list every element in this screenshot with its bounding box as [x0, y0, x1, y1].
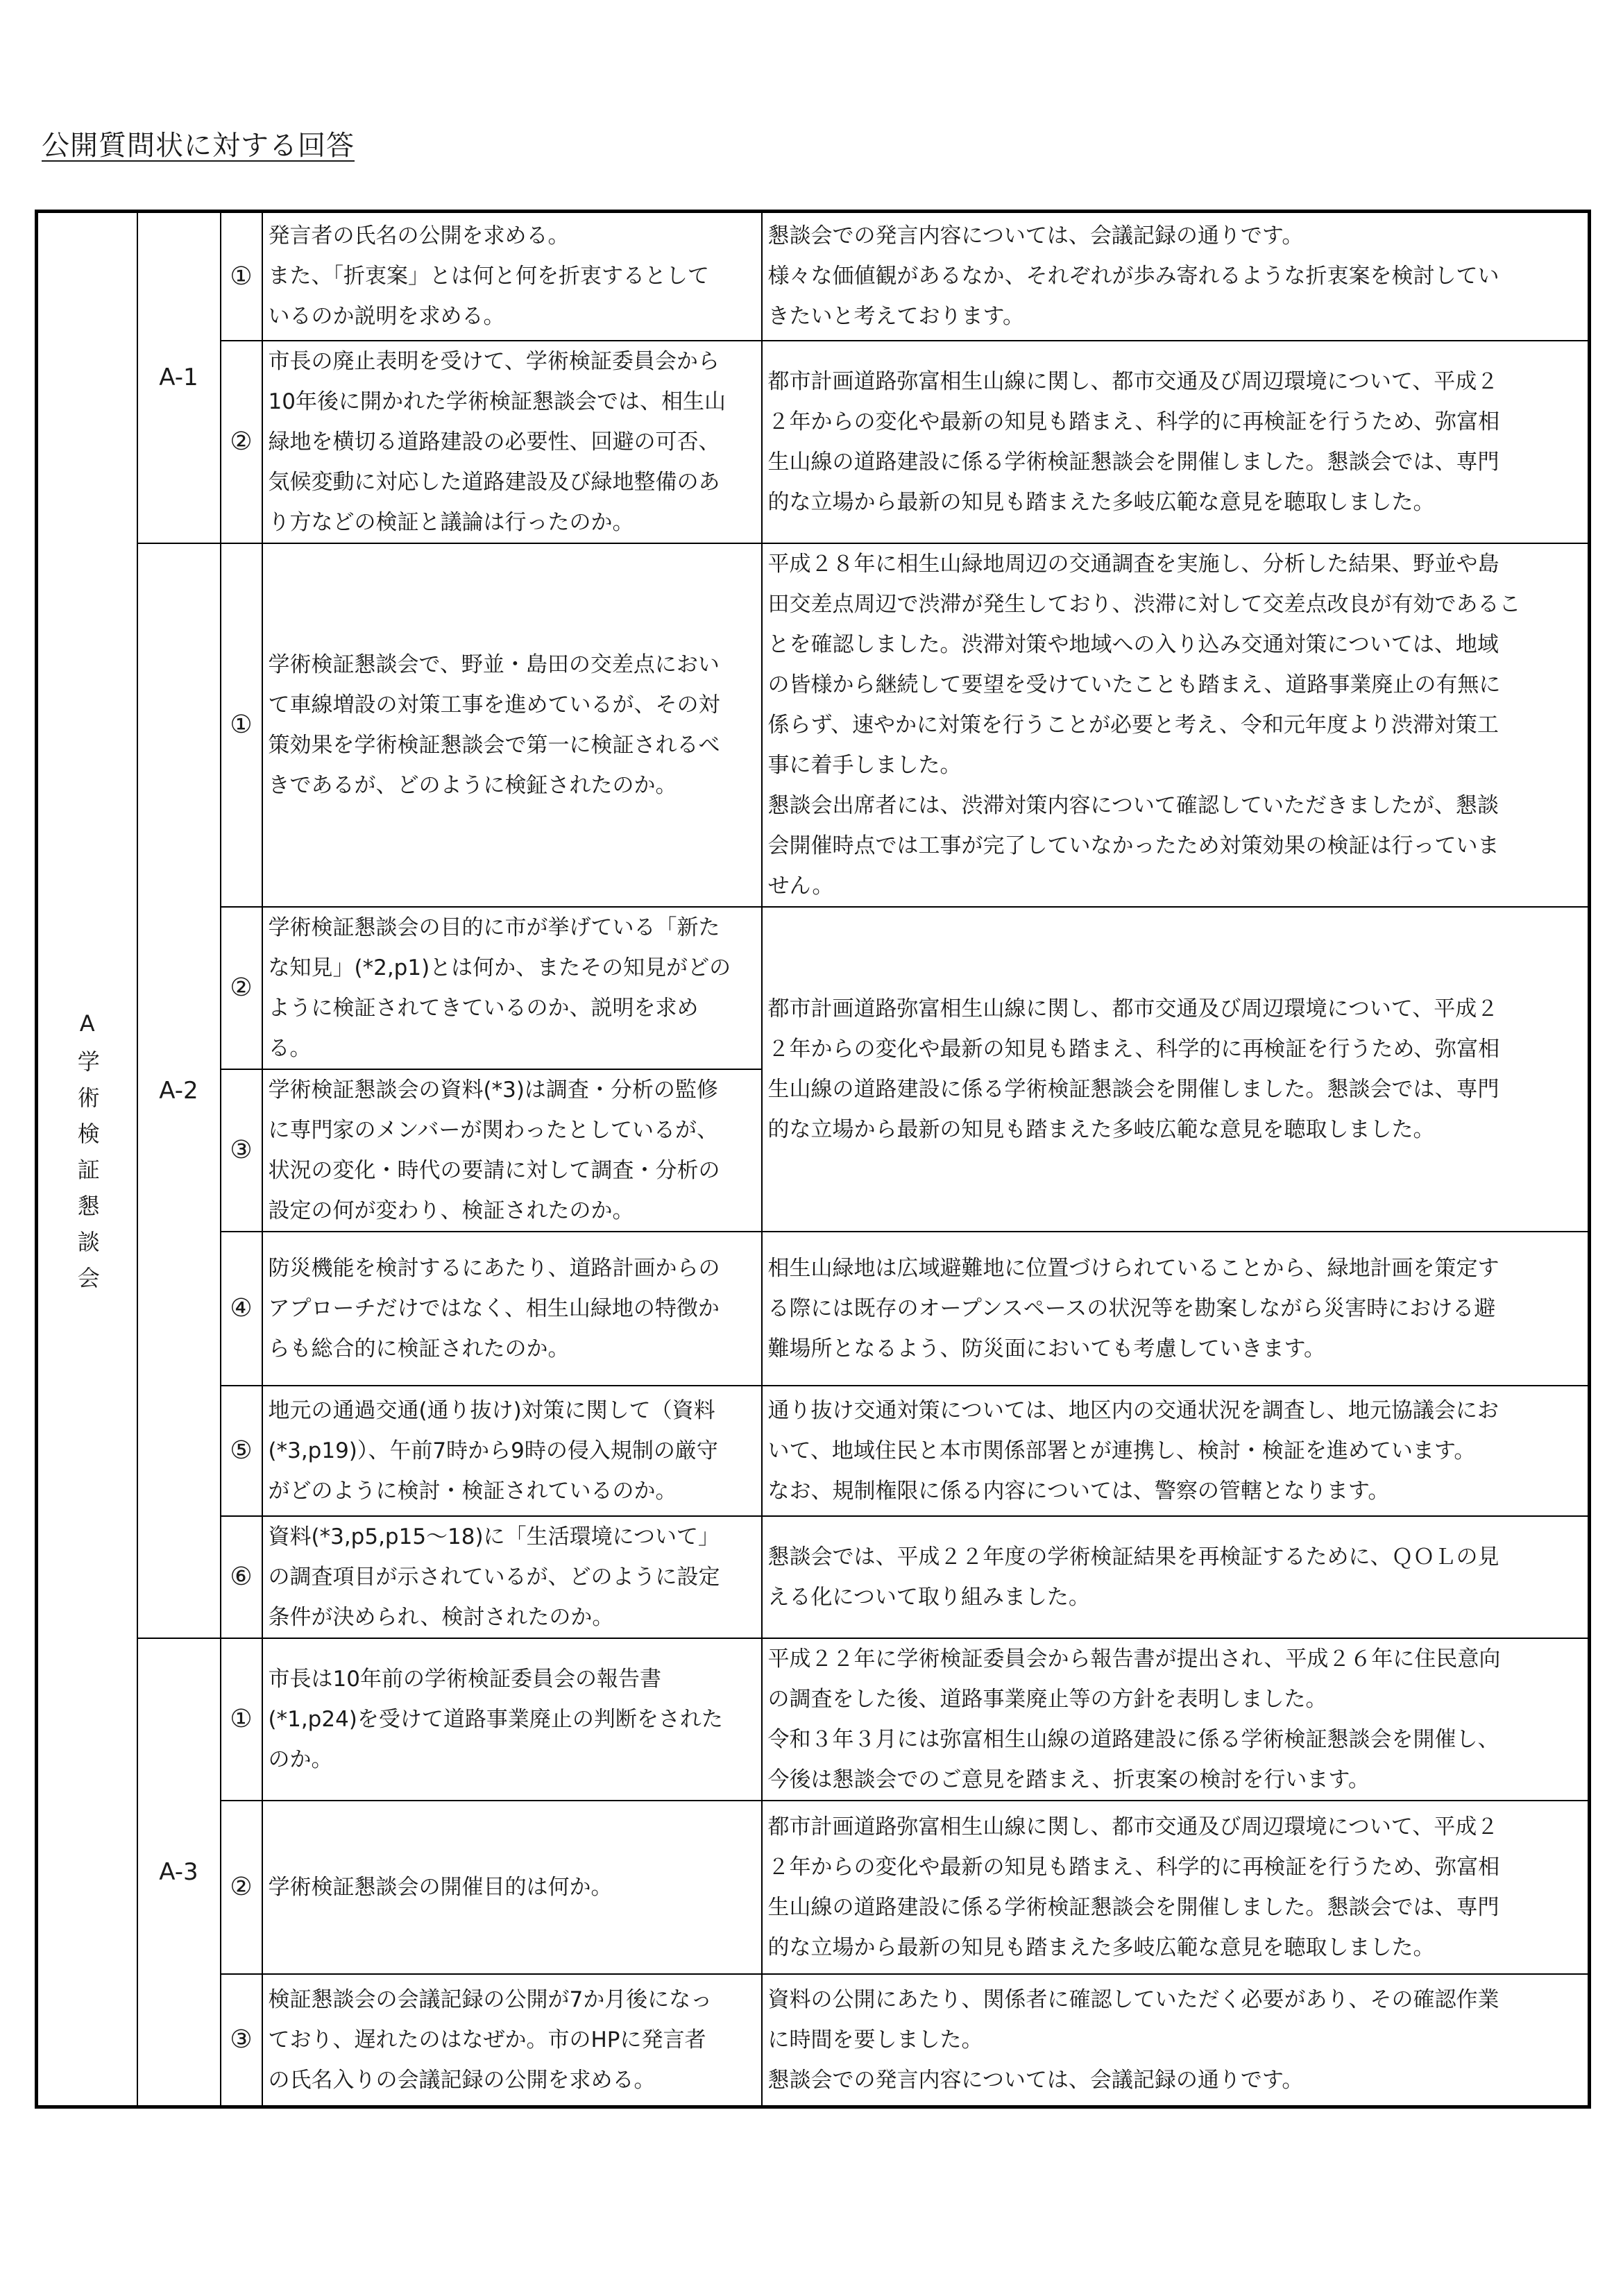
item-number: ③	[221, 1974, 262, 2107]
table-row	[37, 1386, 1590, 1516]
table-row	[37, 1516, 1590, 1638]
answer-cell: 懇談会では、平成２２年度の学術検証結果を再検証するために、ＱＯＬの見 える化について取り組みました。	[762, 1516, 1590, 1638]
answer-cell: 平成２８年に相生山緑地周辺の交通調査を実施し、分析した結果、野並や島 田交差点周辺で渋滞が発生しており、渋滞に対して交差点改良が有効であるこ とを確認しました。渋滞対策や地域への入り込み交通対策については、地域 の皆様から継続して要望を受けていたことも踏まえ、道路事業廃止の有無に 係らず、速やかに対策を行うことが必要と考え、令和元年度より渋滞対策工 事に着手しました。 懇談会出席者には、渋滞対策内容について確認していただきましたが、懇談 会開催時点では工事が完了していなかったため対策効果の検証は行っていま せん。	[762, 543, 1590, 907]
table-row	[37, 1638, 1590, 1801]
item-number: ①	[221, 212, 262, 341]
question-cell: 市長は10年前の学術検証委員会の報告書 (*1,p24)を受けて道路事業廃止の判断をされた のか。	[262, 1638, 762, 1801]
item-number: ②	[221, 907, 262, 1069]
question-cell: 学術検証懇談会の目的に市が挙げている「新た な知見」(*2,p1)とは何か、またその知見がどの ように検証されてきているのか、説明を求め る。	[262, 907, 762, 1069]
question-cell: 市長の廃止表明を受けて、学術検証委員会から 10年後に開かれた学術検証懇談会では、相生山 緑地を横切る道路建設の必要性、回避の可否、 気候変動に対応した道路建設及び緑地整備のあ り方などの検証と議論は行ったのか。	[262, 341, 762, 543]
section-label-a1: A-1	[137, 212, 221, 543]
item-number: ①	[221, 1638, 262, 1801]
question-cell: 発言者の氏名の公開を求める。 また、「折衷案」とは何と何を折衷するとして いるのか説明を求める。	[262, 212, 762, 341]
answer-cell: 都市計画道路弥富相生山線に関し、都市交通及び周辺環境について、平成２ ２年からの変化や最新の知見も踏まえ、科学的に再検証を行うため、弥富相 生山線の道路建設に係る学術検証懇談会を開催しました。懇談会では、専門 的な立場から最新の知見も踏まえた多岐広範な意見を聴取しました。	[762, 1801, 1590, 1974]
category-cell	[37, 212, 137, 2107]
question-cell: 学術検証懇談会の資料(*3)は調査・分析の監修 に専門家のメンバーが関わったとしているが、 状況の変化・時代の要請に対して調査・分析の 設定の何が変わり、検証されたのか。	[262, 1069, 762, 1232]
question-cell: 地元の通過交通(通り抜け)対策に関して（資料 (*3,p19)）、午前7時から9時の侵入規制の厳守 がどのように検討・検証されているのか。	[262, 1386, 762, 1516]
table-row	[37, 907, 1590, 1069]
answer-cell: 懇談会での発言内容については、会議記録の通りです。 様々な価値観があるなか、それぞれが歩み寄れるような折衷案を検討してい きたいと考えております。	[762, 212, 1590, 341]
item-number: ③	[221, 1069, 262, 1232]
category-name: 学術検証懇談会	[74, 1050, 101, 1302]
answer-cell: 相生山緑地は広域避難地に位置づけられていることから、緑地計画を策定す る際には既存のオープンスペースの状況等を勘案しながら災害時における避 難場所となるよう、防災面においても考慮していきます。	[762, 1232, 1590, 1386]
item-number: ①	[221, 543, 262, 907]
question-cell: 学術検証懇談会で、野並・島田の交差点におい て車線増設の対策工事を進めているが、その対 策効果を学術検証懇談会で第一に検証されるべ きであるが、どのように検鉦されたのか。	[262, 543, 762, 907]
answer-cell: 平成２２年に学術検証委員会から報告書が提出され、平成２６年に住民意向 の調査をした後、道路事業廃止等の方針を表明しました。 令和３年３月には弥富相生山線の道路建設に係る学術検証懇談会を開催し、 今後は懇談会でのご意見を踏まえ、折衷案の検討を行います。	[762, 1638, 1590, 1801]
item-number: ⑤	[221, 1386, 262, 1516]
section-label-a3: A-3	[137, 1638, 221, 2107]
category-letter: A	[79, 1010, 95, 1037]
table-row	[37, 543, 1590, 907]
table-row	[37, 1801, 1590, 1974]
question-cell: 学術検証懇談会の開催目的は何か。	[262, 1801, 762, 1974]
qa-table	[35, 210, 1591, 2109]
section-label-a2: A-2	[137, 543, 221, 1638]
answer-cell: 資料の公開にあたり、関係者に確認していただく必要があり、その確認作業 に時間を要しました。 懇談会での発言内容については、会議記録の通りです。	[762, 1974, 1590, 2107]
item-number: ②	[221, 341, 262, 543]
answer-cell-shared: 都市計画道路弥富相生山線に関し、都市交通及び周辺環境について、平成２ ２年からの変化や最新の知見も踏まえ、科学的に再検証を行うため、弥富相 生山線の道路建設に係る学術検証懇談会を開催しました。懇談会では、専門 的な立場から最新の知見も踏まえた多岐広範な意見を聴取しました。	[762, 907, 1590, 1232]
table-row	[37, 212, 1590, 341]
answer-cell: 通り抜け交通対策については、地区内の交通状況を調査し、地元協議会にお いて、地域住民と本市関係部署とが連携し、検討・検証を進めています。 なお、規制権限に係る内容については、警察の管轄となります。	[762, 1386, 1590, 1516]
table-row	[37, 341, 1590, 543]
question-cell: 防災機能を検討するにあたり、道路計画からの アプローチだけではなく、相生山緑地の特徴か らも総合的に検証されたのか。	[262, 1232, 762, 1386]
question-cell: 資料(*3,p5,p15～18)に「生活環境について」 の調査項目が示されているが、どのように設定 条件が決められ、検討されたのか。	[262, 1516, 762, 1638]
page-title: 公開質問状に対する回答	[42, 130, 355, 162]
item-number: ④	[221, 1232, 262, 1386]
answer-cell: 都市計画道路弥富相生山線に関し、都市交通及び周辺環境について、平成２ ２年からの変化や最新の知見も踏まえ、科学的に再検証を行うため、弥富相 生山線の道路建設に係る学術検証懇談会を開催しました。懇談会では、専門 的な立場から最新の知見も踏まえた多岐広範な意見を聴取しました。	[762, 341, 1590, 543]
table-row	[37, 1232, 1590, 1386]
item-number: ②	[221, 1801, 262, 1974]
table-row	[37, 1974, 1590, 2107]
item-number: ⑥	[221, 1516, 262, 1638]
question-cell: 検証懇談会の会議記録の公開が7か月後になっ ており、遅れたのはなぜか。市のHPに発言者 の氏名入りの会議記録の公開を求める。	[262, 1974, 762, 2107]
